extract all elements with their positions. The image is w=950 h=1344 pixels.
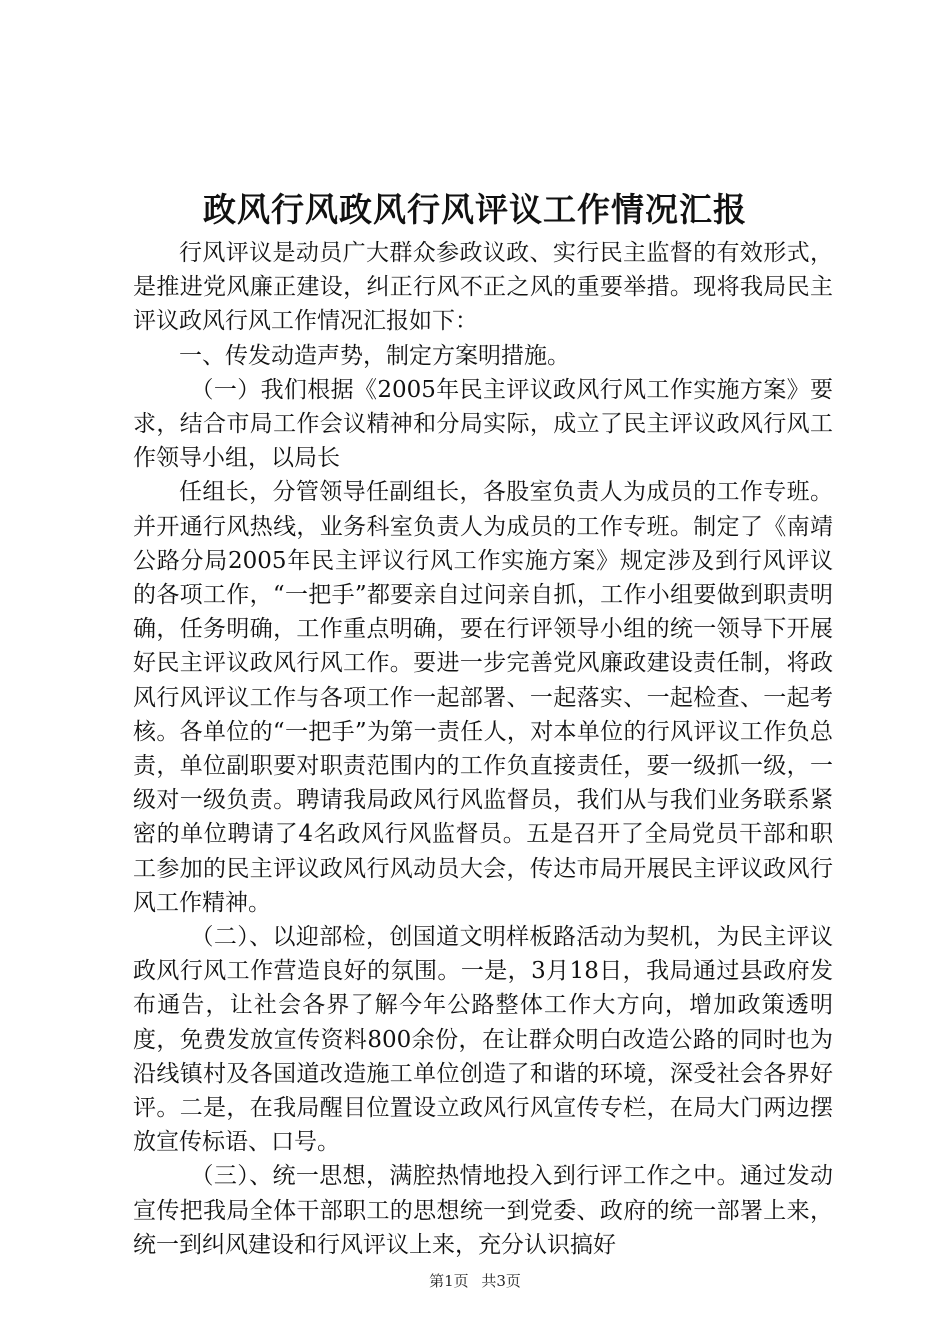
document-body xyxy=(133,236,833,1262)
page-total: 共3页 xyxy=(481,1272,521,1290)
paragraph-item-three: （三）、统一思想，满腔热情地投入到行评工作之中。通过发动宣传把我局全体干部职工的思想统一到党委、政府的统一部署上来，统一到纠风建设和行风评议上来，充分认识搞好 xyxy=(133,1163,833,1258)
page-footer xyxy=(0,1270,950,1291)
paragraph-item-one: （一）我们根据《2005年民主评议政风行风工作实施方案》要求，结合市局工作会议精神和分局实际，成立了民主评议政风行风工作领导小组，以局长 xyxy=(133,376,833,472)
page-number: 第1页 xyxy=(429,1272,469,1290)
paragraph-item-two: （二）、以迎部检，创国道文明样板路活动为契机，为民主评议政风行风工作营造良好的氛围。一是，3月18日，我局通过县政府发布通告，让社会各界了解今年公路整体工作大方向，增加政策透明度，免费发放宣传资料800余份，在让群众明白改造公路的同时也为沿线镇村及各国道改造施工单位创造了和谐的环境，深受社会各界好评。二是，在我局醒目位置设立政风行风宣传专栏，在局大门两边摆放宣传标语、口号。 xyxy=(133,924,833,1156)
document-title: 政风行风政风行风评议工作情况汇报 xyxy=(203,190,747,229)
paragraph-item-one-continued: 任组长，分管领导任副组长，各股室负责人为成员的工作专班。并开通行风热线，业务科室负责人为成员的工作专班。制定了《南靖公路分局2005年民主评议行风工作实施方案》规定涉及到行风评议的各项工作，“一把手”都要亲自过问亲自抓，工作小组要做到职责明确，任务明确，工作重点明确，要在行评领导小组的统一领导下开展好民主评议政风行风工作。要进一步完善党风廉政建设责任制，将政风行风评议工作与各项工作一起部署、一起落实、一起检查、一起考核。各单位的“一把手”为第一责任人，对本单位的行风评议工作负总责，单位副职要对职责范围内的工作负直接责任，要一级抓一级，一级对一级负责。聘请我局政风行风监督员，我们从与我们业务联系紧密的单位聘请了4名政风行风监督员。五是召开了全局党员干部和职工参加的民主评议政风行风动员大会，传达市局开展民主评议政风行风工作精神。 xyxy=(133,479,833,916)
paragraph-intro: 行风评议是动员广大群众参政议政、实行民主监督的有效形式，是推进党风廉正建设，纠正行风不正之风的重要举措。现将我局民主评议政风行风工作情况汇报如下： xyxy=(133,240,833,335)
paragraph-section-heading: 一、传发动造声势，制定方案明措施。 xyxy=(179,342,570,369)
